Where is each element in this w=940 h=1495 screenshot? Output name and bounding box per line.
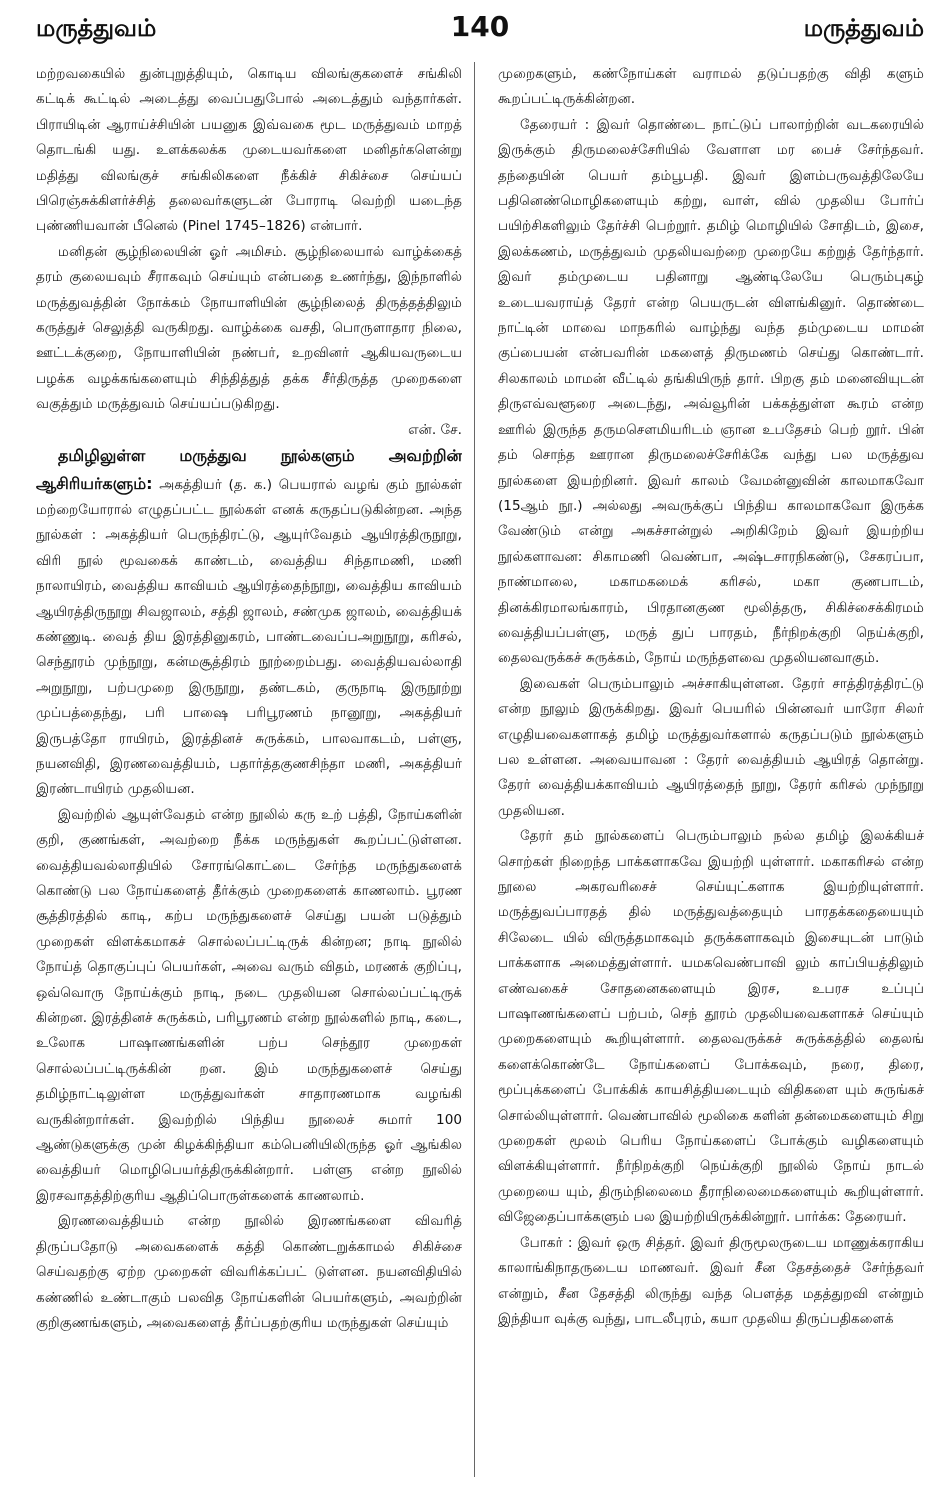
column-divider bbox=[474, 62, 475, 1477]
paragraph: இவற்றில் ஆயுள்வேதம் என்ற நூலில் கரு உற் பத்தி, நோய்களின் குறி, குணங்கள், அவற்றை நீக்க மருந்துகள் கூறப்பட்டுள்ளன. வைத்தியவல்லாதியில் சோரங்கொட்டை சேர்ந்த மருந்துகளைக் கொண்டு பல நோய்களைத் தீர்க்கும் முறைகளைக் காணலாம். பூரண சூத்திரத்தில் காடி, கற்ப மருந்துகளைச் செய்து பயன் படுத்தும் முறைகள் விளக்கமாகச் சொல்லப்பட்டிருக் கின்றன; நாடி நூலில் நோய்த் தொகுப்புப் பெயர்கள், அவை வரும் விதம், மரணக் குறிப்பு, ஒவ்வொரு நோய்க்கும் நாடி, நடை முதலியன சொல்லப்பட்டிருக் கின்றன. இரத்தினச் சுருக்கம், பரிபூரணம் என்ற நூல்களில் நாடி, கடை, உலோக பாஷாணங்களின் பற்ப செந்தூர முறைகள் சொல்லப்பட்டிருக்கின் றன. இம் மருந்துகளைச் செய்து தமிழ்நாட்டிலுள்ள மருத்துவர்கள் சாதாரணமாக வழங்கி வருகின்றார்கள். இவற்றில் பிந்திய நூலைச் சுமார் 100 ஆண்டுகளுக்கு முன் கிழக்கிந்தியா கம்பெனியிலிருந்த ஓர் ஆங்கில வைத்தியர் மொழிபெயர்த்திருக்கின்றார். பள்ளு என்ற நூலில் இரசவாதத்திற்குரிய ஆதிப்பொருள்களைக் காணலாம். bbox=[36, 806, 462, 1204]
paragraph: இரணவைத்தியம் என்ற நூலில் இரணங்களை விவரித் திருப்பதோடு அவைகளைக் கத்தி கொண்டறுக்காமல் சிகிச்சை செய்வதற்கு ஏற்ற முறைகள் விவரிக்கப்பட் டுள்ளன. நயனவிதியில் கண்ணில் உண்டாகும் பலவித நோய்களின் பெயர்களும், அவற்றின் குறிகுணங்களும், அவைகளைத் தீர்ப்பதற்குரிய மருந்துகள் செய்யும் bbox=[36, 1213, 462, 1331]
paragraph: முறைகளும், கண்நோய்கள் வராமல் தடுப்பதற்கு விதி களும் கூறப்பட்டிருக்கின்றன. bbox=[498, 66, 924, 108]
page-number: 140 bbox=[450, 10, 510, 43]
right-column bbox=[498, 62, 924, 1482]
paragraph: தேரையர் : இவர் தொண்டை நாட்டுப் பாலாற்றின் வடகரையில் இருக்கும் திருமலைச்சேரியில் வேளாள மர பைச் சேர்ந்தவர். தந்தையின் பெயர் தம்பூபதி. இவர் இளம்பருவத்திலேயே பதினெண்மொழிகளையும் கற்று, வாள், வில் முதலிய போர்ப் பயிற்சிகளிலும் தேர்ச்சி பெற்றூர். தமிழ் மொழியில் சோதிடம், இசை, இலக்கணம், மருத்துவம் முதலியவற்றை முறையே கற்றுத் தேர்ந்தார். இவர் தம்முடைய பதினாறு ஆண்டிலேயே பெரும்புகழ் உடையவராய்த் தேரர் என்ற பெயருடன் விளங்கினுர். தொண்டை நாட்டின் மாவை மாநகரில் வாழ்ந்து வந்த தம்முடைய மாமன் குப்பையன் என்பவரின் மகளைத் திருமணம் செய்து கொண்டார். சிலகாலம் மாமன் வீட்டில் தங்கியிருந் தார். பிறகு தம் மனைவியுடன் திருஎவ்வளூரை அடைந்து, அவ்வூரின் பக்கத்துள்ள கூரம் என்ற ஊரில் இருந்த தருமசௌமியரிடம் ஞான உபதேசம் பெற் றூர். பின் தம் சொந்த ஊரான திருமலைச்சேரிக்கே வந்து பல மருத்துவ நூல்களை இயற்றினர். இவர் காலம் வேமன்னுவின் காலமாகவோ (15ஆம் நூ.) அல்லது அவருக்குப் பிந்திய காலமாகவோ இருக்க வேண்டும் என்று அகச்சான்றுல் அறிகிறேம் இவர் இயற்றிய நூல்களாவன: சிகாமணி வெண்பா, அஷ்டசாரநிகண்டு, சேகரப்பா, நாண்மாலை, மகாமகமைக் கரிசல், மகா குணபாடம், தினக்கிரமாலங்காரம், பிரதானகுண மூலித்தரு, சிகிச்சைக்கிரமம் வைத்தியப்பள்ளு, மருத் துப் பாரதம், நீர்நிறக்குறி நெய்க்குறி, தைலவருக்கச் சுருக்கம், நோய் மருந்தளவை முதலியனவாகும். bbox=[498, 116, 924, 667]
running-head-right: மருத்துவம் bbox=[803, 14, 924, 42]
section-heading: தமிழிலுள்ள மருத்துவ நூல்களும் அவற்றின் ஆசிரியர்களும்: bbox=[36, 446, 462, 493]
page-header bbox=[36, 10, 924, 48]
paragraph-text: அகத்தியர் (த. க.) பெயரால் வழங் கும் நூல்கள் மற்றையோரால் எழுதப்பட்ட நூல்கள் எனக் கருதப்படுகின்றன. அந்த நூல்கள் : அகத்தியர் பெருந்திரட்டு, ஆயுர்வேதம் ஆயிரத்திருநூறு, விரி நூல் மூவகைக் காண்டம், வைத்திய சிந்தாமணி, மணி நாலாயிரம், வைத்திய காவியம் ஆயிரத்தைந்நூறு, வைத்திய காவியம் ஆயிரத்திருநூறு சிவஜாலம், சத்தி ஜாலம், சண்முக ஜாலம், வைத்தியக் கண்ணுடி. வைத் திய இரத்தினுகரம், பாண்டவைப்பஅறுநூறு, கரிசல், செந்தூரம் முந்நூறு, கன்மசூத்திரம் நூற்றைம்பது. வைத்தியவல்லாதி அறுநூறு, பற்பமுறை இருநூறு, தண்டகம், குருநாடி இருநூற்று முப்பத்தைந்து, பரி பாஷை பரிபூரணம் நானூறு, அகத்தியர் இருபத்தோ ராயிரம், இரத்தினச் சுருக்கம், பாலவாகடம், பள்ளு, நயனவிதி, இரணவைத்தியம், பதார்த்தகுணசிந்தா மணி, அகத்தியர் இரண்டாயிரம் முதலியன. bbox=[36, 476, 462, 798]
author-signature: என். சே. bbox=[408, 421, 462, 438]
paragraph: இவைகள் பெரும்பாலும் அச்சாகியுள்ளன. தேரர் சாத்திரத்திரட்டு என்ற நூலும் இருக்கிறது. இவர் பெயரில் பின்னவர் யாரோ சிலர் எழுதியவைகளாகத் தமிழ் மருத்துவர்களால் கருதப்படும் நூல்களும் பல உள்ளன. அவையாவன : தேரர் வைத்தியம் ஆயிரத் தொன்று. தேரர் வைத்தியக்காவியம் ஆயிரத்தைந் நூறு, தேரர் கரிசல் முந்நூறு முதலியன. bbox=[498, 675, 924, 819]
running-head-left: மருத்துவம் bbox=[36, 14, 157, 42]
paragraph: மனிதன் சூழ்நிலையின் ஓர் அமிசம். சூழ்நிலையால் வாழ்க்கைத் தரம் குலையவும் சீராகவும் செய்யும் என்பதை உணர்ந்து, இந்நாளில் மருத்துவத்தின் நோக்கம் நோயாளியின் சூழ்நிலைத் திருத்தத்திலும் கருத்துச் செலுத்தி வருகிறது. வாழ்க்கை வசதி, பொருளாதார நிலை, ஊட்டக்குறை, நோயாளியின் நண்பர், உறவினர் ஆகியவருடைய பழக்க வழக்கங்களையும் சிந்தித்துத் தக்க சீர்திருத்த முறைகளை வகுத்தும் மருத்துவம் செய்யப்படுகிறது. bbox=[36, 243, 462, 413]
left-column bbox=[36, 62, 462, 1482]
paragraph: போகர் : இவர் ஒரு சித்தர். இவர் திருமூலருடைய மாணுக்கராகிய காலாங்கிநாதருடைய மாணவர். இவர் சீன தேசத்தைச் சேர்ந்தவர் என்றும், சீன தேசத்தி லிருந்து வந்த பௌத்த மதத்துறவி என்றும் இந்தியா வுக்கு வந்து, பாடலீபுரம், கயா முதலிய திருப்பதிகளைக் bbox=[498, 1234, 924, 1327]
paragraph: தேரர் தம் நூல்களைப் பெரும்பாலும் நல்ல தமிழ் இலக்கியச் சொற்கள் நிறைந்த பாக்களாகவே இயற்றி யுள்ளார். மகாகரிசல் என்ற நூலை அகரவரிசைச் செய்யுட்களாக இயற்றியுள்ளார். மருத்துவப்பாரதத் தில் மருத்துவத்தையும் பாரதக்கதையையும் சிலேடை யில் விருத்தமாகவும் தருக்களாகவும் இசையுடன் பாடும் பாக்களாக அமைத்துள்ளார். யமகவெண்பாவி லும் காப்பியத்திலும் எண்வகைச் சோதனைகளையும் இரச, உபரச உப்புப் பாஷாணங்களைப் பற்பம், செந் தூரம் முதலியவைகளாகச் செய்யும் முறைகளையும் கூறியுள்ளார். தைலவருக்கச் சுருக்கத்தில் தைலங் களைக்கொண்டே நோய்களைப் போக்கவும், நரை, திரை, மூப்புக்களைப் போக்கிக் காயசித்தியடையும் விதிகளை யும் சுருங்கச் சொல்லியுள்ளார். வெண்பாவில் மூலிகை களின் தன்மைகளையும் சிறு முறைகள் மூலம் பெரிய நோய்களைப் போக்கும் வழிகளையும் விளக்கியுள்ளார். நீர்நிறக்குறி நெய்க்குறி நூலில் நோய் நாடல் முறையை யும், திரும்நிலைமை தீராநிலைமைகளையும் கூறியுள்ளார். விஜேதைப்பாக்களும் பல இயற்றியிருக்கின்றூர். பார்க்க: தேரையர். bbox=[498, 828, 924, 1226]
paragraph: மற்றவகையில் துன்புறுத்தியும், கொடிய விலங்குகளைச் சங்கிலி கட்டிக் கூட்டில் அடைத்து வைப்பதுபோல் அடைத்தும் வந்தார்கள். பிராயிடின் ஆராய்ச்சியின் பயனுக இவ்வகை மூட மருத்துவம் மாறத் தொடங்கி யது. உளக்கலக்க முடையவர்களை மனிதர்களென்று மதித்து விலங்குச் சங்கிலிகளை நீக்கிச் சிகிச்சை செய்யப் பிரெஞ்சுக்கிளர்ச்சித் தலைவர்களுடன் போராடி வெற்றி யடைந்த புண்ணியவான் பீனெல் (Pinel 1745–1826) என்பார். bbox=[36, 66, 462, 235]
section-paragraph bbox=[36, 443, 462, 803]
